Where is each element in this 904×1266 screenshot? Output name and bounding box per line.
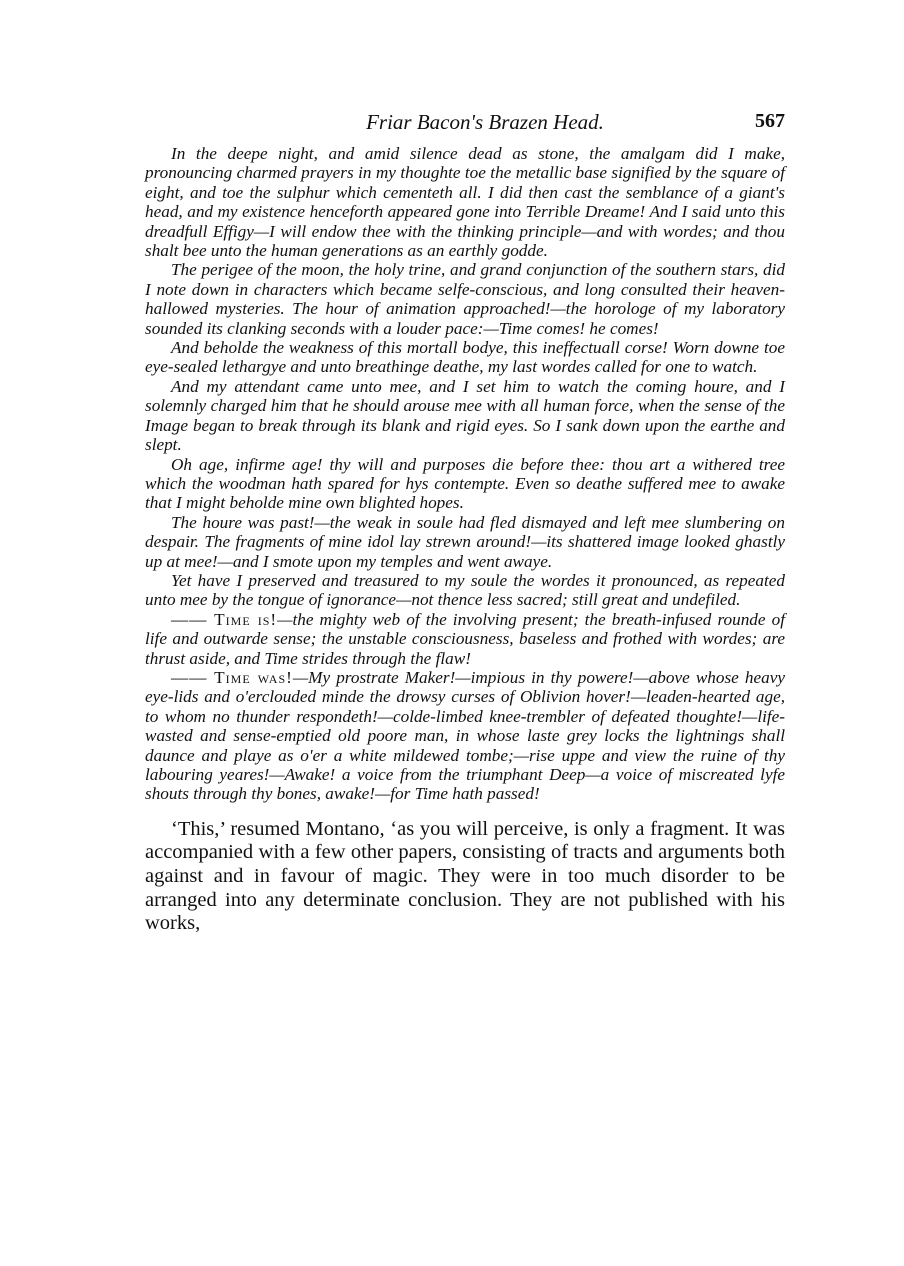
time-was-lead: —— Time was! [171,667,293,687]
prose-paragraph: ‘This,’ resumed Montano, ‘as you will perceive, is only a fragment. It was accompanied with a few other papers, consisting of tracts and arguments both against and in favour of magic. They were in too much disorder to be arranged into any determinate conclusion. They are not published with his works, [145,817,785,935]
book-page [145,110,785,936]
narrative-text [145,818,785,936]
fragment-text [145,144,785,804]
verse-paragraph: In the deepe night, and amid silence dead as stone, the amalgam did I make, pronouncing charmed prayers in my thoughte toe the metallic base signified by the square of eight, and toe the sulphur which cementeth all. I did then cast the semblance of a giant's head, and my existence henceforth appeared gone into Terrible Dreame! And I said unto this dreadfull Effigy—I will endow thee with the thinking principle—and with wordes; and thou shalt bee unto the human generations as an earthly godde. [145,144,785,261]
verse-paragraph: And my attendant came unto mee, and I set him to watch the coming houre, and I solemnly charged him that he should arouse mee with all human force, when the sense of the Image began to break through its blank and rigid eyes. So I sank down upon the earthe and slept. [145,376,785,455]
running-title: Friar Bacon's Brazen Head. [366,110,604,134]
verse-paragraph: The houre was past!—the weak in soule had fled dismayed and left mee slumbering on despair. The fragments of mine idol lay strewn around!—its shattered image looked ghastly up at mee!—and I smote upon my temples and went awaye. [145,512,785,571]
verse-paragraph: Yet have I preserved and treasured to my soule the wordes it pronounced, as repeated unto mee by the tongue of ignorance—not thence less sacred; still great and undefiled. [145,570,785,610]
time-is-lead: —— Time is! [171,609,278,629]
verse-paragraph: —— Time was!—My prostrate Maker!—impious in thy powere!—above whose heavy eye-lids and o'erclouded minde the drowsy curses of Oblivion hover!—leaden-hearted age, to whom no thunder respondeth!—colde-limbed knee-trembler of defeated thoughte!—life-wasted and sense-emptied old poore man, in whose laste grey locks the lightnings shall daunce and playe as o'er a white mildewed tombe;—rise uppe and view the ruine of thy labouring yeares!—Awake! a voice from the triumphant Deep—a voice of miscreated lyfe shouts through thy bones, awake!—for Time hath passed! [145,667,785,804]
verse-paragraph: Oh age, infirme age! thy will and purposes die before thee: thou art a withered tree which the woodman hath spared for hys contempte. Even so deathe suffered mee to awake that I might beholde mine own blighted hopes. [145,454,785,513]
verse-paragraph: The perigee of the moon, the holy trine, and grand conjunction of the southern stars, did I note down in characters which became selfe-conscious, and long consulted their heaven-hallowed mysteries. The hour of animation approached!—the horologe of my laboratory sounded its clanking seconds with a louder pace:—Time comes! he comes! [145,260,785,338]
verse-paragraph: And beholde the weakness of this mortall bodye, this ineffectuall corse! Worn downe toe eye-sealed lethargye and unto breathinge deathe, my last wordes called for one to watch. [145,338,785,377]
verse-paragraph: —— Time is!—the mighty web of the involving present; the breath-infused rounde of life and outwarde sense; the unstable consciousness, baseless and frothed with wordes; are thrust aside, and Time strides through the flaw! [145,609,785,668]
page-header [145,110,785,144]
page-number: 567 [755,110,785,132]
